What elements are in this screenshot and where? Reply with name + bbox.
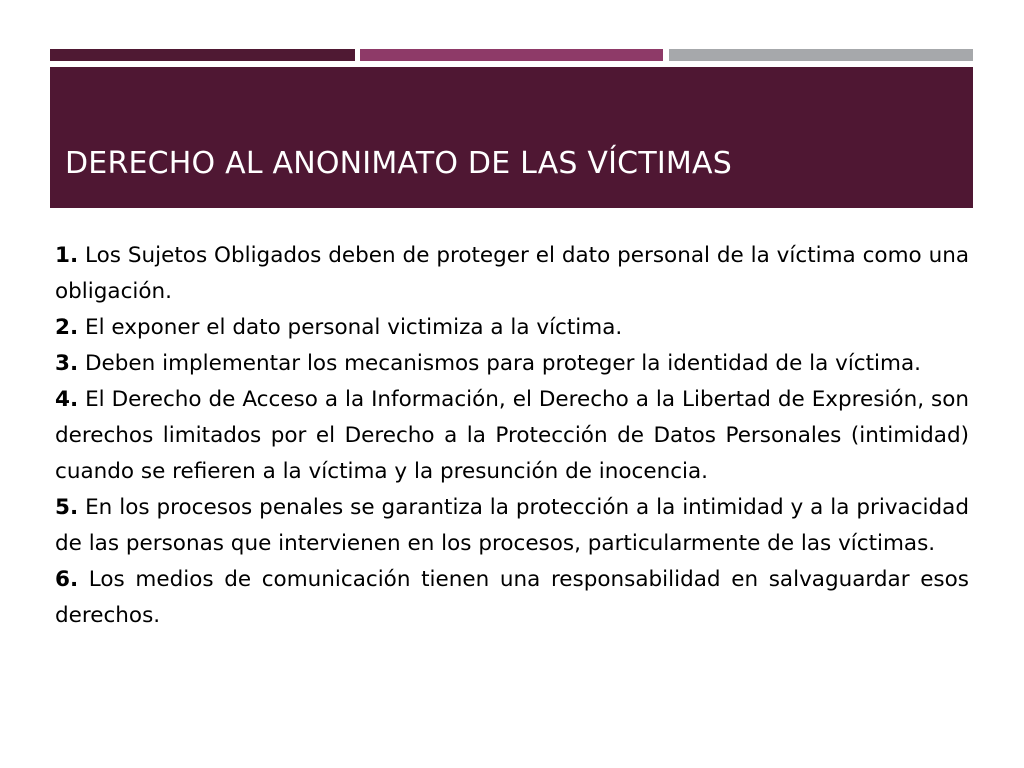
item-text: Los Sujetos Obligados deben de proteger el dato personal de la víctima como una obligación. [55, 243, 969, 304]
list-item-4 [55, 382, 969, 490]
list-item-6 [55, 562, 969, 634]
item-text: El exponer el dato personal victimiza a la víctima. [84, 315, 623, 340]
item-number: 1. [55, 243, 79, 268]
top-bar-gray [669, 49, 973, 61]
top-bar-magenta [360, 49, 663, 61]
content-list [55, 238, 969, 634]
title-band [50, 67, 973, 208]
item-text: En los procesos penales se garantiza la protección a la intimidad y a la privacidad de las personas que intervienen en los procesos, particularmente de las víctimas. [55, 495, 969, 556]
list-item-2 [55, 310, 969, 346]
item-number: 4. [55, 387, 79, 412]
list-item-3 [55, 346, 969, 382]
list-item-1 [55, 238, 969, 310]
slide-title: DERECHO AL ANONIMATO DE LAS VÍCTIMAS [65, 146, 732, 181]
list-item-5 [55, 490, 969, 562]
item-number: 5. [55, 495, 79, 520]
item-number: 3. [55, 351, 79, 376]
decorative-top-bars [50, 49, 973, 61]
item-text: Deben implementar los mecanismos para proteger la identidad de la víctima. [84, 351, 921, 376]
top-bar-dark [50, 49, 355, 61]
item-number: 6. [55, 567, 79, 592]
item-text: El Derecho de Acceso a la Información, el Derecho a la Libertad de Expresión, son derechos limitados por el Derecho a la Protección de Datos Personales (intimidad) cuando se refieren a la víctima y la presunción de inocencia. [55, 387, 969, 484]
item-number: 2. [55, 315, 79, 340]
item-text: Los medios de comunicación tienen una responsabilidad en salvaguardar esos derechos. [55, 567, 969, 628]
